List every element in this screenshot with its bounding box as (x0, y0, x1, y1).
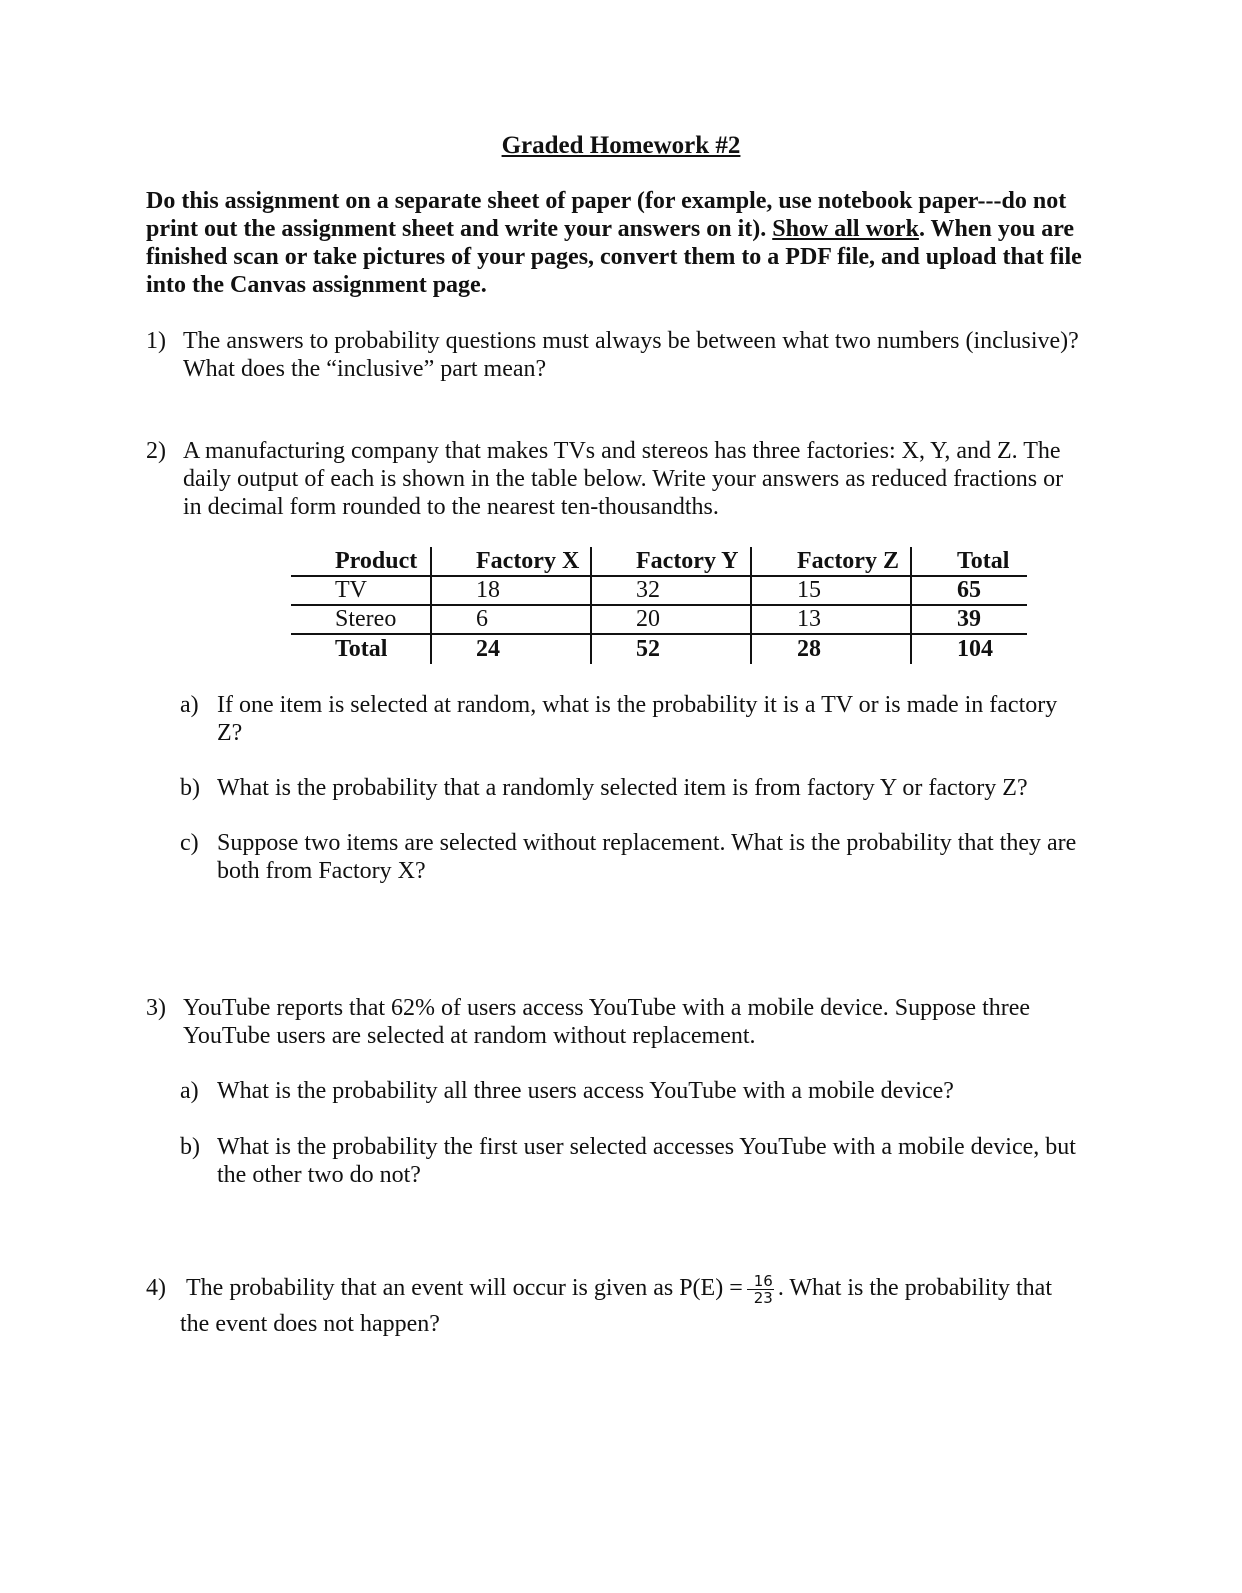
table-header-row (291, 547, 1027, 576)
question-2b-label: b) (180, 775, 200, 801)
table-row (291, 605, 1027, 634)
question-2-text: A manufacturing company that makes TVs and stereos has three factories: X, Y, and Z. The daily output of each is shown in the table below. Write your answers as reduced fractions or in decimal form rounded to the nearest ten-thousandths. (183, 438, 1064, 520)
instructions-part2: . When you are finished scan or take pictures of your pages, convert them to a PDF file, and upload that file into the Canvas assignment page. (146, 216, 1082, 298)
table-header-cell: Factory Z (797, 548, 899, 574)
table-cell: Total (335, 636, 388, 662)
question-4 (146, 1270, 1086, 1342)
question-3 (146, 994, 1086, 1050)
question-3a (180, 1077, 1090, 1105)
table-row (291, 576, 1027, 605)
instructions-part1: Do this assignment on a separate sheet of paper (for example, use notebook paper---do not print out the assignment sheet and write your answers on it). (146, 188, 1067, 242)
page-title: Graded Homework #2 (501, 132, 741, 159)
question-4-number: 4) (146, 1275, 166, 1301)
table-cell: Stereo (335, 606, 397, 632)
question-3b-label: b) (180, 1134, 200, 1160)
table-cell: 28 (797, 636, 821, 662)
question-2b-text: What is the probability that a randomly selected item is from factory Y or factory Z? (217, 775, 1028, 801)
question-2 (146, 437, 1086, 521)
probability-fraction (747, 1273, 774, 1306)
table-total-row (291, 635, 1027, 664)
question-4-text (180, 1270, 1086, 1342)
table-cell: 52 (636, 636, 660, 662)
question-2-number: 2) (146, 438, 166, 464)
question-2c (180, 829, 1080, 885)
question-3b-text: What is the probability the first user selected accesses YouTube with a mobile device, but the other two do not? (217, 1134, 1076, 1188)
question-2a-text: If one item is selected at random, what is the probability it is a TV or is made in factory Z? (217, 692, 1058, 746)
table-cell: 6 (476, 606, 488, 632)
table-cell: 18 (476, 577, 500, 603)
question-1-text: The answers to probability questions must always be between what two numbers (inclusive)? What does the “inclusive” part mean? (183, 328, 1079, 382)
table-cell: 65 (957, 577, 981, 603)
table-cell: 20 (636, 606, 660, 632)
table-cell: 39 (957, 606, 981, 632)
question-3-text: YouTube reports that 62% of users access YouTube with a mobile device. Suppose three YouTube users are selected at random without replacement. (183, 995, 1031, 1049)
table-header-cell: Factory X (476, 548, 580, 574)
fraction-denominator: 23 (753, 1288, 773, 1307)
question-3a-text: What is the probability all three users access YouTube with a mobile device? (217, 1078, 954, 1104)
table-cell: 104 (957, 636, 993, 662)
fraction-numerator: 16 (747, 1273, 774, 1290)
question-2c-text: Suppose two items are selected without replacement. What is the probability that they are both from Factory X? (217, 830, 1077, 884)
question-3b (180, 1133, 1090, 1189)
instructions-show-all-work: Show all work (772, 216, 919, 242)
table-header-cell: Factory Y (636, 548, 739, 574)
table-cell: TV (335, 577, 367, 603)
question-3a-label: a) (180, 1078, 199, 1104)
table-cell: 15 (797, 577, 821, 603)
table-cell: 32 (636, 577, 660, 603)
question-1-number: 1) (146, 328, 166, 354)
question-2b (180, 774, 1080, 802)
instructions (146, 187, 1096, 299)
table-header-cell: Total (957, 548, 1010, 574)
question-2c-label: c) (180, 830, 199, 856)
question-2a-label: a) (180, 692, 199, 718)
question-2a (180, 691, 1080, 747)
question-4-text-before: The probability that an event will occur is given as P(E) = (186, 1275, 743, 1301)
question-4-text-after: . What is the probability that the event does not happen? (180, 1275, 1052, 1337)
table-cell: 24 (476, 636, 500, 662)
table-header-cell: Product (335, 548, 418, 574)
table-cell: 13 (797, 606, 821, 632)
question-1 (146, 327, 1086, 383)
question-3-number: 3) (146, 995, 166, 1021)
